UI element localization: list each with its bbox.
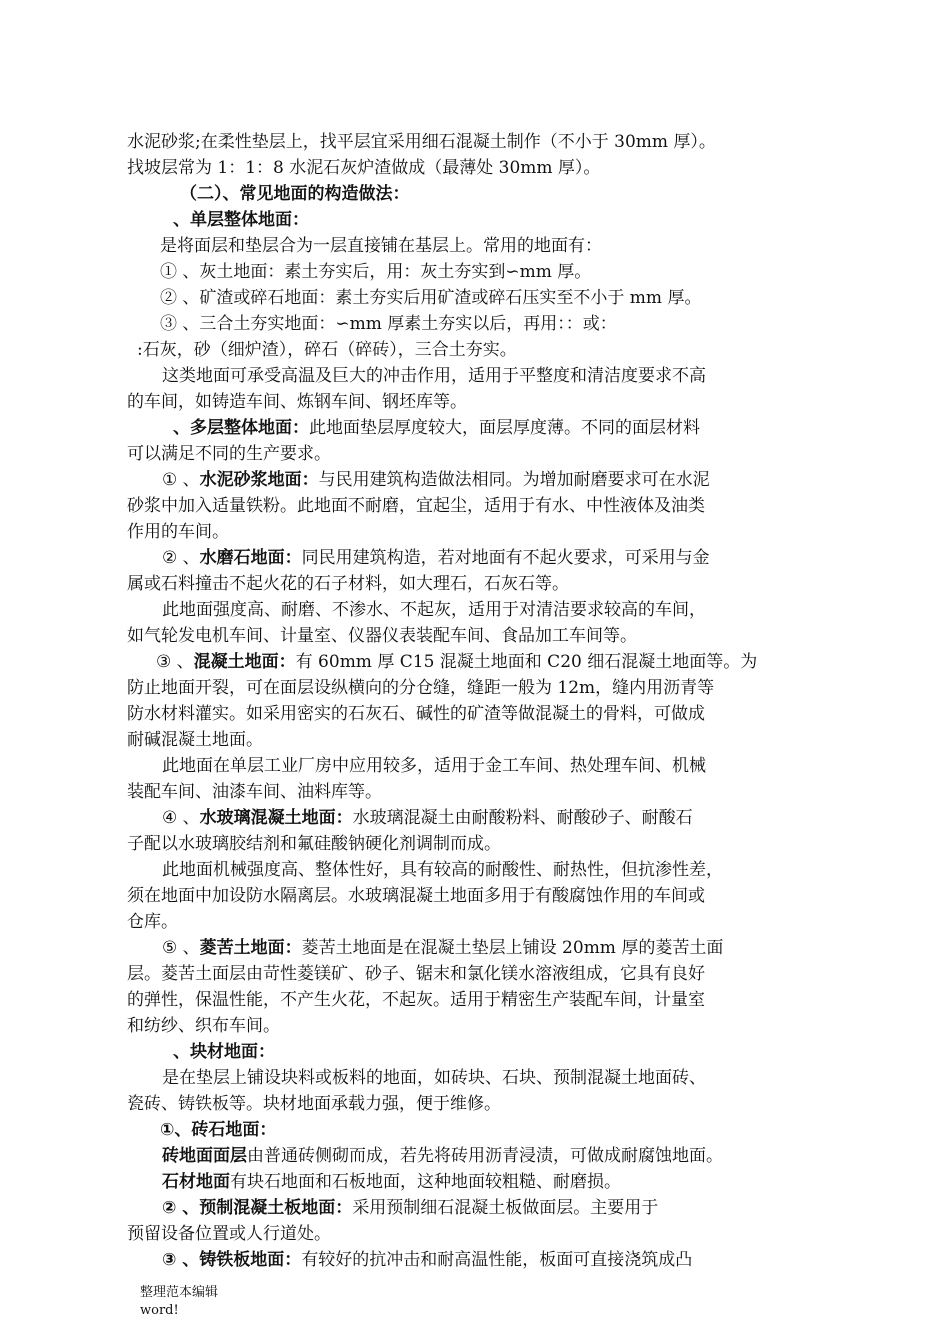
list-item: ①、砖石地面： [160,1120,277,1140]
text-line: :石灰，砂（细炉渣），碎石（碎砖），三合土夯实。 [137,340,517,360]
text-line: 属或石料撞击不起火花的石子材料，如大理石，石灰石等。 [127,574,569,594]
text-line: 是将面层和垫层合为一层直接铺在基层上。常用的地面有： [160,236,602,256]
text-line: 可以满足不同的生产要求。 [127,444,331,464]
text-line: 的车间，如铸造车间、炼钢车间、钢坯库等。 [127,392,467,412]
text-line: 砖地面面层由普通砖侧砌而成，若先将砖用沥青浸渍，可做成耐腐蚀地面。 [162,1146,723,1166]
text-line: 此地面强度高、耐磨、不渗水、不起灰，适用于对清洁要求较高的车间， [162,600,706,620]
text-line: 石材地面有块石地面和石板地面，这种地面较粗糙、耐磨损。 [162,1172,621,1192]
list-item: ③ 、铸铁板地面：有较好的抗冲击和耐高温性能，板面可直接浇筑成凸 [162,1250,693,1270]
subsection-heading: 、块材地面： [173,1042,275,1062]
text-line: 这类地面可承受高温及巨大的冲击作用，适用于平整度和清洁度要求不高 [162,366,706,386]
text-line: 耐碱混凝土地面。 [127,730,263,750]
text-line: 水泥砂浆;在柔性垫层上，找平层宜采用细石混凝土制作（不小于 30mm 厚）。 [127,132,716,152]
section-heading: （二）、常见地面的构造做法： [180,184,410,204]
text-line: 和纺纱、织布车间。 [127,1016,280,1036]
text-line: 是在垫层上铺设块料或板料的地面，如砖块、石块、预制混凝土地面砖、 [162,1068,706,1088]
subsection-heading: 、单层整体地面： [173,210,309,230]
list-item: ② 、水磨石地面：同民用建筑构造，若对地面有不起火要求，可采用与金 [162,548,710,568]
list-item: ① 、灰土地面：素土夯实后，用：灰土夯实到∽mm 厚。 [160,262,592,282]
text-line: 找坡层常为 1：1：8 水泥石灰炉渣做成（最薄处 30mm 厚）。 [127,158,601,178]
list-item: ③ 、三合土夯实地面：∽mm 厚素土夯实以后，再用：：或： [160,314,617,334]
text-line: 瓷砖、铸铁板等。块材地面承载力强，便于维修。 [127,1094,501,1114]
text-line: 此地面在单层工业厂房中应用较多，适用于金工车间、热处理车间、机械 [162,756,706,776]
list-item: ③ 、混凝土地面：有 60mm 厚 C15 混凝土地面和 C20 细石混凝土地面等。为 [156,652,758,672]
footer-line-1: 整理范本编辑 [140,1285,219,1300]
text-line: 防水材料灌实。如采用密实的石灰石、碱性的矿渣等做混凝土的骨料，可做成 [127,704,705,724]
footer-line-2: word! [140,1303,179,1318]
text-line: 砂浆中加入适量铁粉。此地面不耐磨，宜起尘，适用于有水、中性液体及油类 [127,496,705,516]
text-line: 仓库。 [127,912,178,932]
text-line: 的弹性，保温性能，不产生火花，不起灰。适用于精密生产装配车间，计量室 [127,990,705,1010]
text-line: 装配车间、油漆车间、油料库等。 [127,782,382,802]
text-line: 预留设备位置或人行道处。 [127,1224,331,1244]
text-line: 层。菱苦土面层由苛性菱镁矿、砂子、锯末和氯化镁水溶液组成，它具有良好 [127,964,705,984]
list-item: ② 、预制混凝土板地面：采用预制细石混凝土板做面层。主要用于 [162,1198,659,1218]
text-line: 如气轮发电机车间、计量室、仪器仪表装配车间、食品加工车间等。 [127,626,637,646]
subsection-heading: 、多层整体地面：此地面垫层厚度较大，面层厚度薄。不同的面层材料 [173,418,700,438]
text-line: 子配以水玻璃胶结剂和氟硅酸钠硬化剂调制而成。 [127,834,501,854]
text-line: 须在地面中加设防水隔离层。水玻璃混凝土地面多用于有酸腐蚀作用的车间或 [127,886,705,906]
list-item: ④ 、水玻璃混凝土地面：水玻璃混凝土由耐酸粉料、耐酸砂子、耐酸石 [162,808,693,828]
text-line: 防止地面开裂，可在面层设纵横向的分仓缝，缝距一般为 12m，缝内用沥青等 [127,678,715,698]
text-line: 此地面机械强度高、整体性好，具有较高的耐酸性、耐热性，但抗渗性差， [162,860,723,880]
list-item: ⑤ 、菱苦土地面：菱苦土地面是在混凝土垫层上铺设 20mm 厚的菱苦土面 [162,938,724,958]
list-item: ② 、矿渣或碎石地面：素土夯实后用矿渣或碎石压实至不小于 mm 厚。 [160,288,702,308]
list-item: ① 、水泥砂浆地面：与民用建筑构造做法相同。为增加耐磨要求可在水泥 [162,470,710,490]
text-line: 作用的车间。 [127,522,229,542]
